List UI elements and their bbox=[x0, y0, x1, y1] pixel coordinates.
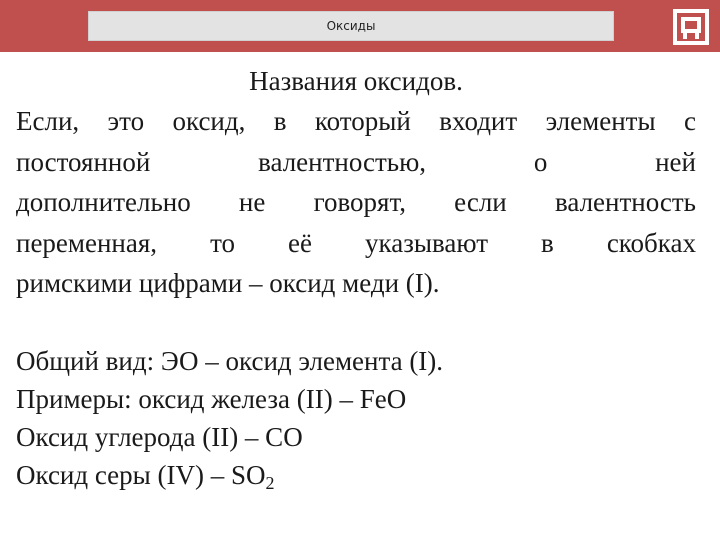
example-line: Примеры: оксид железа (II) – FeO bbox=[16, 383, 407, 414]
subscript: 2 bbox=[265, 472, 275, 493]
paragraph-line: римскими цифрами – оксид меди (I). bbox=[16, 268, 440, 299]
example-text: Оксид серы (IV) – SO bbox=[16, 459, 266, 490]
general-form-line: Общий вид: ЭО – оксид элемента (I). bbox=[16, 345, 444, 376]
slide-heading: Названия оксидов. bbox=[249, 66, 463, 96]
header-title: Оксиды bbox=[326, 19, 376, 33]
square-logo-icon bbox=[671, 7, 711, 47]
paragraph-line: переменная, то её указывают в скобках bbox=[16, 227, 696, 258]
slide-header bbox=[88, 11, 614, 41]
example-line: Оксид углерода (II) – CO bbox=[16, 421, 303, 452]
example-line bbox=[16, 456, 696, 494]
slide-content bbox=[16, 62, 696, 494]
paragraph-line: постоянной валентностью, о ней bbox=[16, 146, 696, 177]
explanation-paragraph bbox=[16, 101, 696, 304]
paragraph-line: дополнительно не говорят, если валентность bbox=[16, 187, 696, 218]
paragraph-line: Если, это оксид, в который входит элементы с bbox=[16, 106, 696, 136]
